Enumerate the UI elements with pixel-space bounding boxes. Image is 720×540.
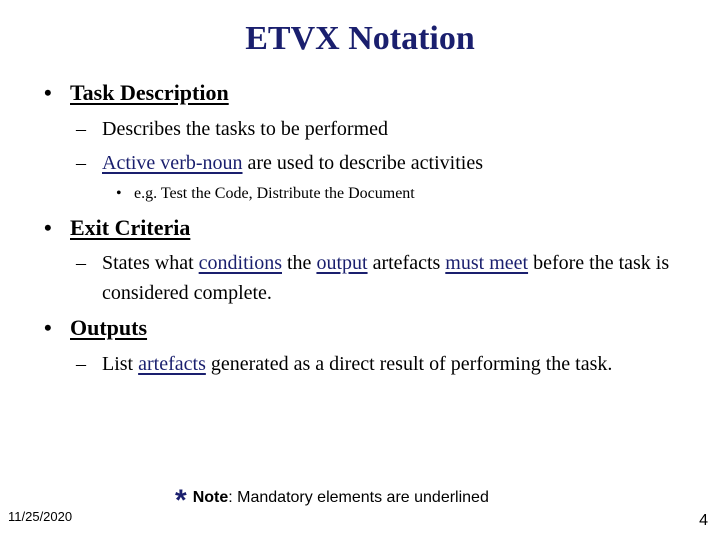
item-text: [76, 349, 686, 379]
item-text: Describes the tasks to be performed: [102, 118, 389, 140]
page-number: 4: [699, 512, 708, 529]
bullet-dot: •: [116, 185, 122, 202]
asterisk-marker: *: [175, 484, 187, 517]
text-run: generated as a direct result of performing the task.: [205, 353, 613, 375]
bullet-task-description: [44, 80, 229, 106]
footnote: [175, 484, 489, 518]
bullet-exit-criteria: [44, 215, 190, 241]
text-run: the: [282, 252, 317, 274]
bullet-dot: •: [44, 215, 52, 240]
slide-title: ETVX Notation: [245, 20, 475, 57]
underlined-term: Active verb-noun: [102, 152, 243, 174]
item-states-conditions: [76, 248, 686, 308]
text-run: artefacts: [367, 252, 446, 274]
item-list-artefacts: [76, 349, 686, 379]
item-describes-tasks: [76, 114, 686, 144]
sub-item-example: [116, 185, 415, 203]
heading-outputs: Outputs: [70, 315, 148, 340]
bullet-outputs: [44, 315, 147, 341]
text-run: List: [102, 353, 139, 375]
underlined-term: artefacts: [138, 353, 206, 375]
item-text: [76, 248, 686, 308]
dash-marker: –: [76, 152, 86, 174]
dash-marker: –: [76, 252, 86, 274]
text-run: are used to describe activities: [242, 152, 483, 174]
dash-marker: –: [76, 118, 86, 140]
slide-date: 11/25/2020: [8, 509, 73, 524]
heading-exit-criteria: Exit Criteria: [70, 215, 191, 240]
item-active-verb-noun: [76, 148, 686, 178]
item-text: [76, 148, 686, 178]
dash-marker: –: [76, 353, 86, 375]
heading-task-description: Task Description: [70, 80, 229, 105]
underlined-term: must meet: [445, 252, 529, 274]
underlined-term: output: [316, 252, 368, 274]
underlined-term: conditions: [198, 252, 282, 274]
text-run: before the task is considered complete.: [102, 252, 670, 304]
bullet-dot: •: [44, 80, 52, 105]
text-run: States what: [102, 252, 199, 274]
bullet-dot: •: [44, 315, 52, 340]
note-text: : Mandatory elements are underlined: [228, 489, 489, 506]
sub-item-text: e.g. Test the Code, Distribute the Document: [134, 185, 415, 202]
note-label: Note: [192, 489, 229, 506]
